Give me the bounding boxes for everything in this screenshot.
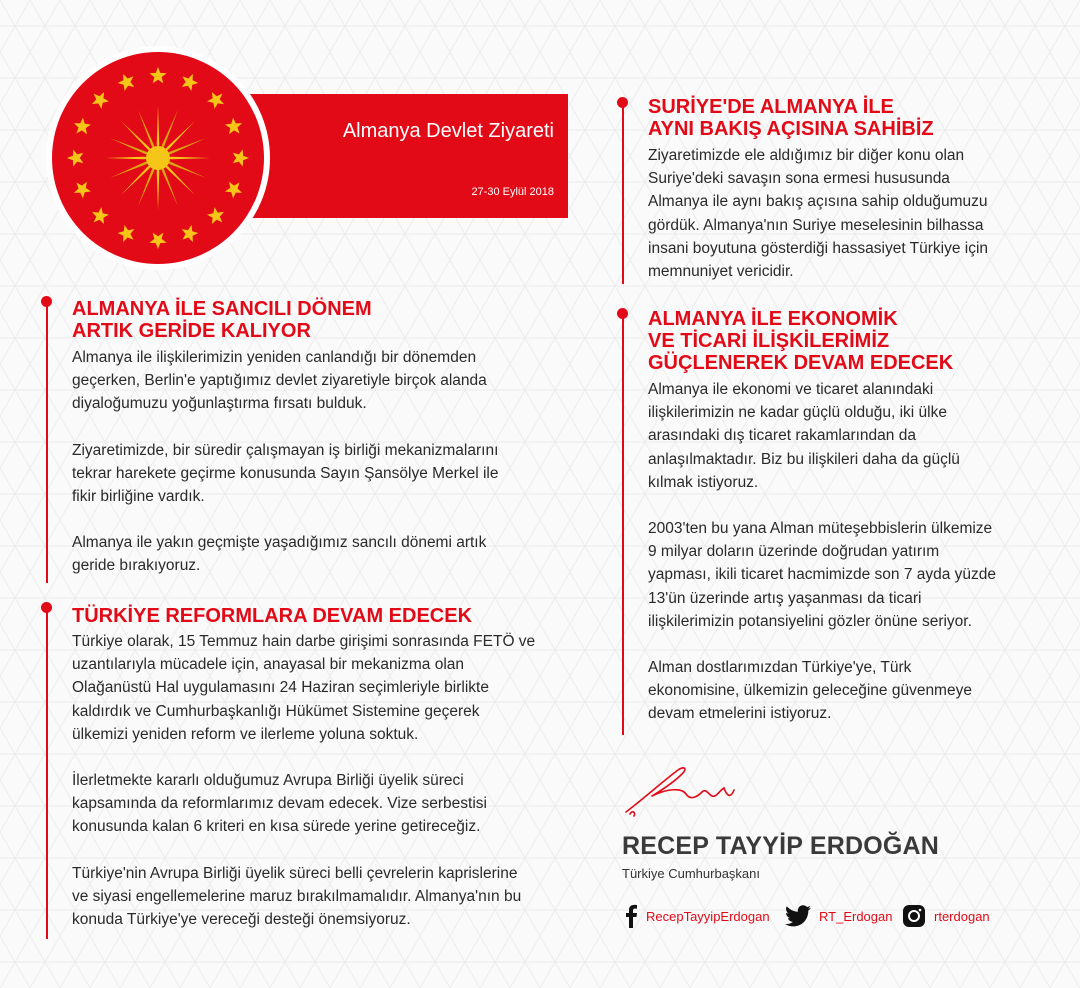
section-body-1 [72,346,552,601]
text-line: ve siyasi engellemelerine maruz bırakılmamalıdır. Almanya'nın bu [72,887,522,905]
heading-line: TÜRKİYE REFORMLARA DEVAM EDECEK [72,605,473,627]
text-line: ülkemizi yeniden reform ve ilerleme yoluna soktuk. [72,725,419,743]
text-line: Olağanüstü Hal uygulamasını 24 Haziran seçimleriyle birlikte [72,679,489,697]
text-line: geride bırakıyoruz. [72,557,201,575]
signatory-title: Türkiye Cumhurbaşkanı [622,866,760,881]
text-line: 9 milyar doların üzerinde doğrudan yatırım [648,543,940,561]
text-line: kılmak istiyoruz. [648,473,759,491]
presidential-seal-logo [42,42,274,274]
paragraph [72,439,552,509]
text-line: diyaloğumuzu yoğunlaştırma fırsatı bulduk. [72,395,367,413]
facebook-link[interactable] [624,903,770,929]
section-body-3 [648,144,1068,306]
instagram-handle: rterdogan [934,908,990,924]
text-line: ilişkilerimizin ne kadar güçlü olduğu, iki ülke [648,404,947,422]
text-line: Almanya ile yakın geçmişte yaşadığımız sancılı dönemi artık [72,534,487,552]
heading-line: AYNI BAKIŞ AÇISINA SAHİBİZ [648,118,934,140]
section-body-4 [648,378,1068,749]
sun-center [146,146,170,170]
text-line: Alman dostlarımızdan Türkiye'ye, Türk [648,659,912,677]
paragraph [648,144,1068,283]
section-heading-4 [648,308,953,374]
text-line: konuda Türkiye'ye vereceği desteği önemsiyoruz. [72,911,411,929]
twitter-handle: RT_Erdogan [819,908,893,924]
text-line: Ziyaretimizde, bir süredir çalışmayan iş birliği mekanizmalarını [72,441,499,459]
facebook-icon [624,904,638,928]
heading-line: ARTIK GERİDE KALIYOR [72,320,311,342]
section-marker-line [622,315,624,735]
text-line: devam etmelerini istiyoruz. [648,705,832,723]
text-line: yapması, ikili ticaret hacmimizde son 7 ayda yüzde [648,566,997,584]
heading-line: VE TİCARİ İLİŞKİLERİMİZ [648,330,890,352]
paragraph [72,630,572,746]
text-line: Almanya ile ilişkilerimizin yeniden canlandığı bir dönemden [72,349,477,366]
twitter-icon [785,905,811,927]
paragraph [648,656,1068,726]
text-line: Almanya ile aynı bakış açısına sahip olduğumuzu [648,193,988,211]
heading-line: SURİYE'DE ALMANYA İLE [648,96,894,118]
instagram-link[interactable] [902,903,990,929]
signatory-name: RECEP TAYYİP ERDOĞAN [622,832,940,860]
facebook-handle: RecepTayyipErdogan [646,908,770,924]
text-line: Türkiye olarak, 15 Temmuz hain darbe girişimi sonrasında FETÖ ve [72,633,536,650]
section-marker-line [622,104,624,284]
text-line: uzantılarıyla mücadele için, anayasal bir mekanizma olan [72,656,465,674]
text-line: Ziyaretimizde ele aldığımız bir diğer konu olan [648,147,965,164]
instagram-icon [902,904,926,928]
text-line: ilişkilerimizin potansiyelini gözler önüne seriyor. [648,612,972,630]
text-line: kapsamında da reformlarımız devam edecek. Vize serbestisi [72,795,487,813]
text-line: kaldırdık ve Cumhurbaşkanlığı Hükümet Sistemine geçerek [72,702,480,720]
section-heading-1 [72,298,372,342]
text-line: ekonomisine, ülkemizin geleceğine güvenmeye [648,682,972,700]
text-line: tekrar harekete geçirme konusunda Sayın Şansölye Merkel ile [72,464,499,482]
section-heading-3 [648,96,934,140]
text-line: insani boyutuna gösterdiği hassasiyet Türkiye için [648,239,989,257]
text-line: 2003'ten bu yana Alman müteşebbislerin ülkemize [648,520,993,538]
text-line: 13'ün üzerinde artış yaşanması da ticari [648,589,922,607]
section-marker-line [46,609,48,939]
twitter-link[interactable] [785,903,892,929]
paragraph [72,531,552,577]
paragraph [648,378,1068,494]
text-line: fikir birliğine vardık. [72,488,205,506]
banner-title: Almanya Devlet Ziyareti [342,120,554,142]
heading-line: ALMANYA İLE EKONOMİK [648,308,898,330]
text-line: geçerken, Berlin'e yaptığımız devlet ziyaretiyle birçok alanda [72,372,487,390]
text-line: Türkiye'nin Avrupa Birliği üyelik süreci belli çevrelerin kaprislerine [72,864,518,882]
text-line: memnuniyet vericidir. [648,263,794,281]
text-line: anlaşılmaktadır. Biz bu ilişkileri daha da güçlü [648,450,960,468]
paragraph [72,346,552,416]
text-line: Almanya ile ekonomi ve ticaret alanındaki [648,381,934,398]
section-marker-line [46,303,48,583]
paragraph [72,769,572,839]
paragraph [72,862,572,932]
banner-date: 27-30 Eylül 2018 [471,186,554,198]
text-line: konusunda kalan 6 kriteri en kısa sürede yerine getireceğiz. [72,818,481,836]
heading-line: GÜÇLENEREK DEVAM EDECEK [648,352,954,374]
section-heading-2 [72,605,472,627]
text-line: arasındaki dış ticaret rakamlarından da [648,427,916,445]
heading-line: ALMANYA İLE SANCILI DÖNEM [72,298,372,320]
sun-emblem [106,106,210,210]
paragraph [648,517,1068,633]
text-line: Suriye'deki savaşın sona ermesi hususunda [648,170,950,188]
section-body-2 [72,630,572,954]
handwritten-signature [622,760,752,820]
text-line: İlerletmekte kararlı olduğumuz Avrupa Birliği üyelik süreci [72,772,464,790]
text-line: gördük. Almanya'nın Suriye meselesinin bilhassa [648,216,984,234]
